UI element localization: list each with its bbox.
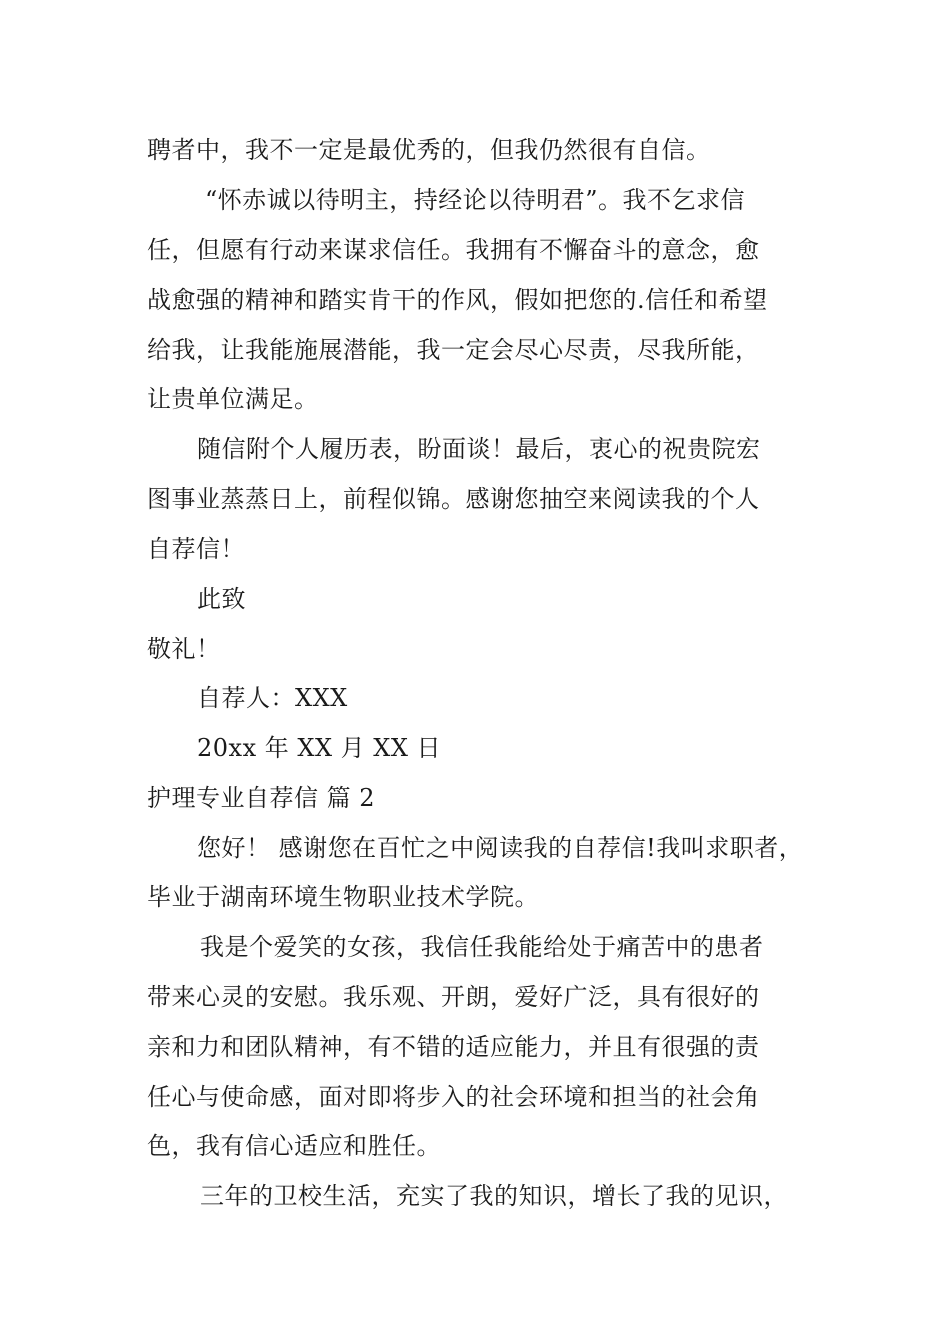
closing-salutation: 此致 [197, 585, 246, 613]
text-line: 战愈强的精神和踏实肯干的作风，假如把您的.信任和希望 [147, 286, 768, 314]
text-line: 任心与使命感，面对即将步入的社会环境和担当的社会角 [147, 1083, 760, 1111]
text-line: 带来心灵的安慰。我乐观、开朗，爱好广泛，具有很好的 [147, 983, 760, 1011]
text-line: 亲和力和团队精神，有不错的适应能力，并且有很强的责 [147, 1033, 760, 1061]
date-line: 20xx 年 XX 月 XX 日 [197, 734, 442, 762]
text-line: 毕业于湖南环境生物职业技术学院。 [147, 883, 539, 911]
text-line: 图事业蒸蒸日上，前程似锦。感谢您抽空来阅读我的个人 [147, 485, 760, 513]
paragraph-first-line: 您好！ 感谢您在百忙之中阅读我的自荐信!我叫求职者， [197, 834, 804, 862]
signature-line: 自荐人：XXX [197, 684, 348, 712]
text-line: 让贵单位满足。 [147, 385, 319, 413]
text-line: 聘者中，我不一定是最优秀的，但我仍然很有自信。 [147, 136, 711, 164]
text-line: 色，我有信心适应和胜任。 [147, 1132, 441, 1160]
paragraph-first-line: 随信附个人履历表，盼面谈！最后，衷心的祝贵院宏 [197, 435, 761, 463]
text-line: 任，但愿有行动来谋求信任。我拥有不懈奋斗的意念，愈 [147, 236, 760, 264]
paragraph-first-line: 我是个爱笑的女孩，我信任我能给处于痛苦中的患者 [200, 933, 764, 961]
text-line: 自荐信！ [147, 535, 245, 563]
paragraph-first-line: 三年的卫校生活，充实了我的知识，增长了我的见识， [200, 1182, 788, 1210]
text-line: 给我，让我能施展潜能，我一定会尽心尽责，尽我所能， [147, 336, 760, 364]
paragraph-first-line: “怀赤诚以待明主，持经论以待明君”。我不乞求信 [205, 186, 746, 214]
closing-regards: 敬礼！ [147, 635, 221, 663]
section-heading: 护理专业自荐信 篇 2 [147, 784, 376, 812]
